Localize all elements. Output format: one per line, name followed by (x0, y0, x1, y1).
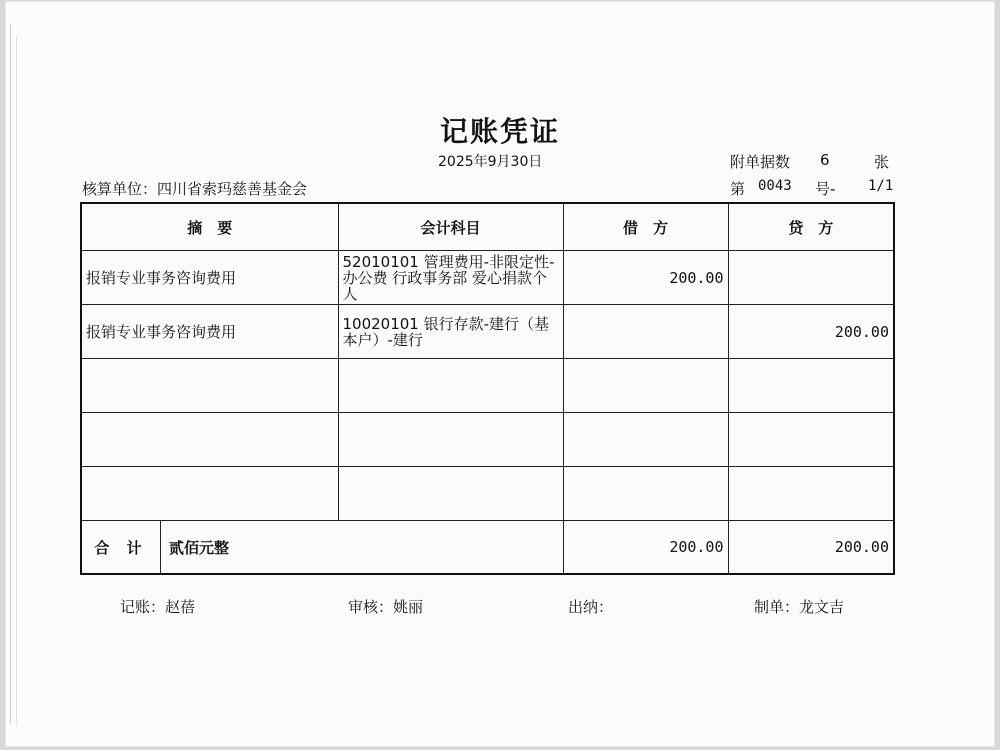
attachment-count: 6 (820, 151, 830, 169)
attachment-label: 附单据数 (730, 153, 791, 171)
account-cell (338, 413, 563, 467)
debit-cell (563, 413, 728, 467)
voucher-no-value: 0043 (758, 178, 792, 194)
header-debit: 借 方 (563, 203, 728, 251)
credit-cell (728, 467, 894, 521)
voucher-no-label: 第 (730, 180, 746, 198)
total-row (81, 521, 894, 575)
header-account: 会计科目 (338, 203, 563, 251)
attachment-unit: 张 (874, 153, 890, 171)
debit-cell: 200.00 (563, 251, 728, 305)
account-cell (338, 359, 563, 413)
header-credit: 贷 方 (728, 203, 894, 251)
total-debit: 200.00 (563, 521, 728, 575)
accounting-unit: 核算单位：四川省索玛慈善基金会 (82, 180, 308, 198)
table-row (81, 413, 894, 467)
credit-cell (728, 359, 894, 413)
summary-cell (81, 359, 338, 413)
total-amount-in-words: 贰佰元整 (169, 538, 230, 557)
summary-cell: 报销专业事务咨询费用 (81, 251, 338, 305)
bookkeeper-signature: 记账：赵蓓 (120, 598, 196, 616)
summary-cell (81, 467, 338, 521)
account-cell: 52010101 管理费用-非限定性-办公费 行政事务部 爱心捐款个人 (338, 251, 563, 305)
voucher-page: 1/1 (868, 178, 894, 194)
table-row (81, 467, 894, 521)
voucher-date: 2025年9月30日 (438, 154, 543, 170)
credit-cell (728, 251, 894, 305)
total-label: 合 计 (82, 521, 161, 573)
credit-cell (728, 413, 894, 467)
total-credit: 200.00 (728, 521, 894, 575)
cashier-signature: 出纳： (568, 598, 614, 616)
credit-cell: 200.00 (728, 305, 894, 359)
table-row (81, 305, 894, 359)
voucher-no-unit: 号- (815, 180, 836, 198)
preparer-signature: 制单：龙文吉 (754, 598, 845, 616)
account-cell (338, 467, 563, 521)
account-cell: 10020101 银行存款-建行（基本户）-建行 (338, 305, 563, 359)
summary-cell: 报销专业事务咨询费用 (81, 305, 338, 359)
table-header-row (81, 203, 894, 251)
debit-cell (563, 359, 728, 413)
debit-cell (563, 305, 728, 359)
table-row (81, 359, 894, 413)
summary-cell (81, 413, 338, 467)
voucher-table (80, 202, 895, 575)
table-row (81, 251, 894, 305)
header-summary: 摘 要 (81, 203, 338, 251)
debit-cell (563, 467, 728, 521)
reviewer-signature: 审核：姚丽 (348, 598, 424, 616)
voucher-title: 记账凭证 (439, 115, 560, 148)
